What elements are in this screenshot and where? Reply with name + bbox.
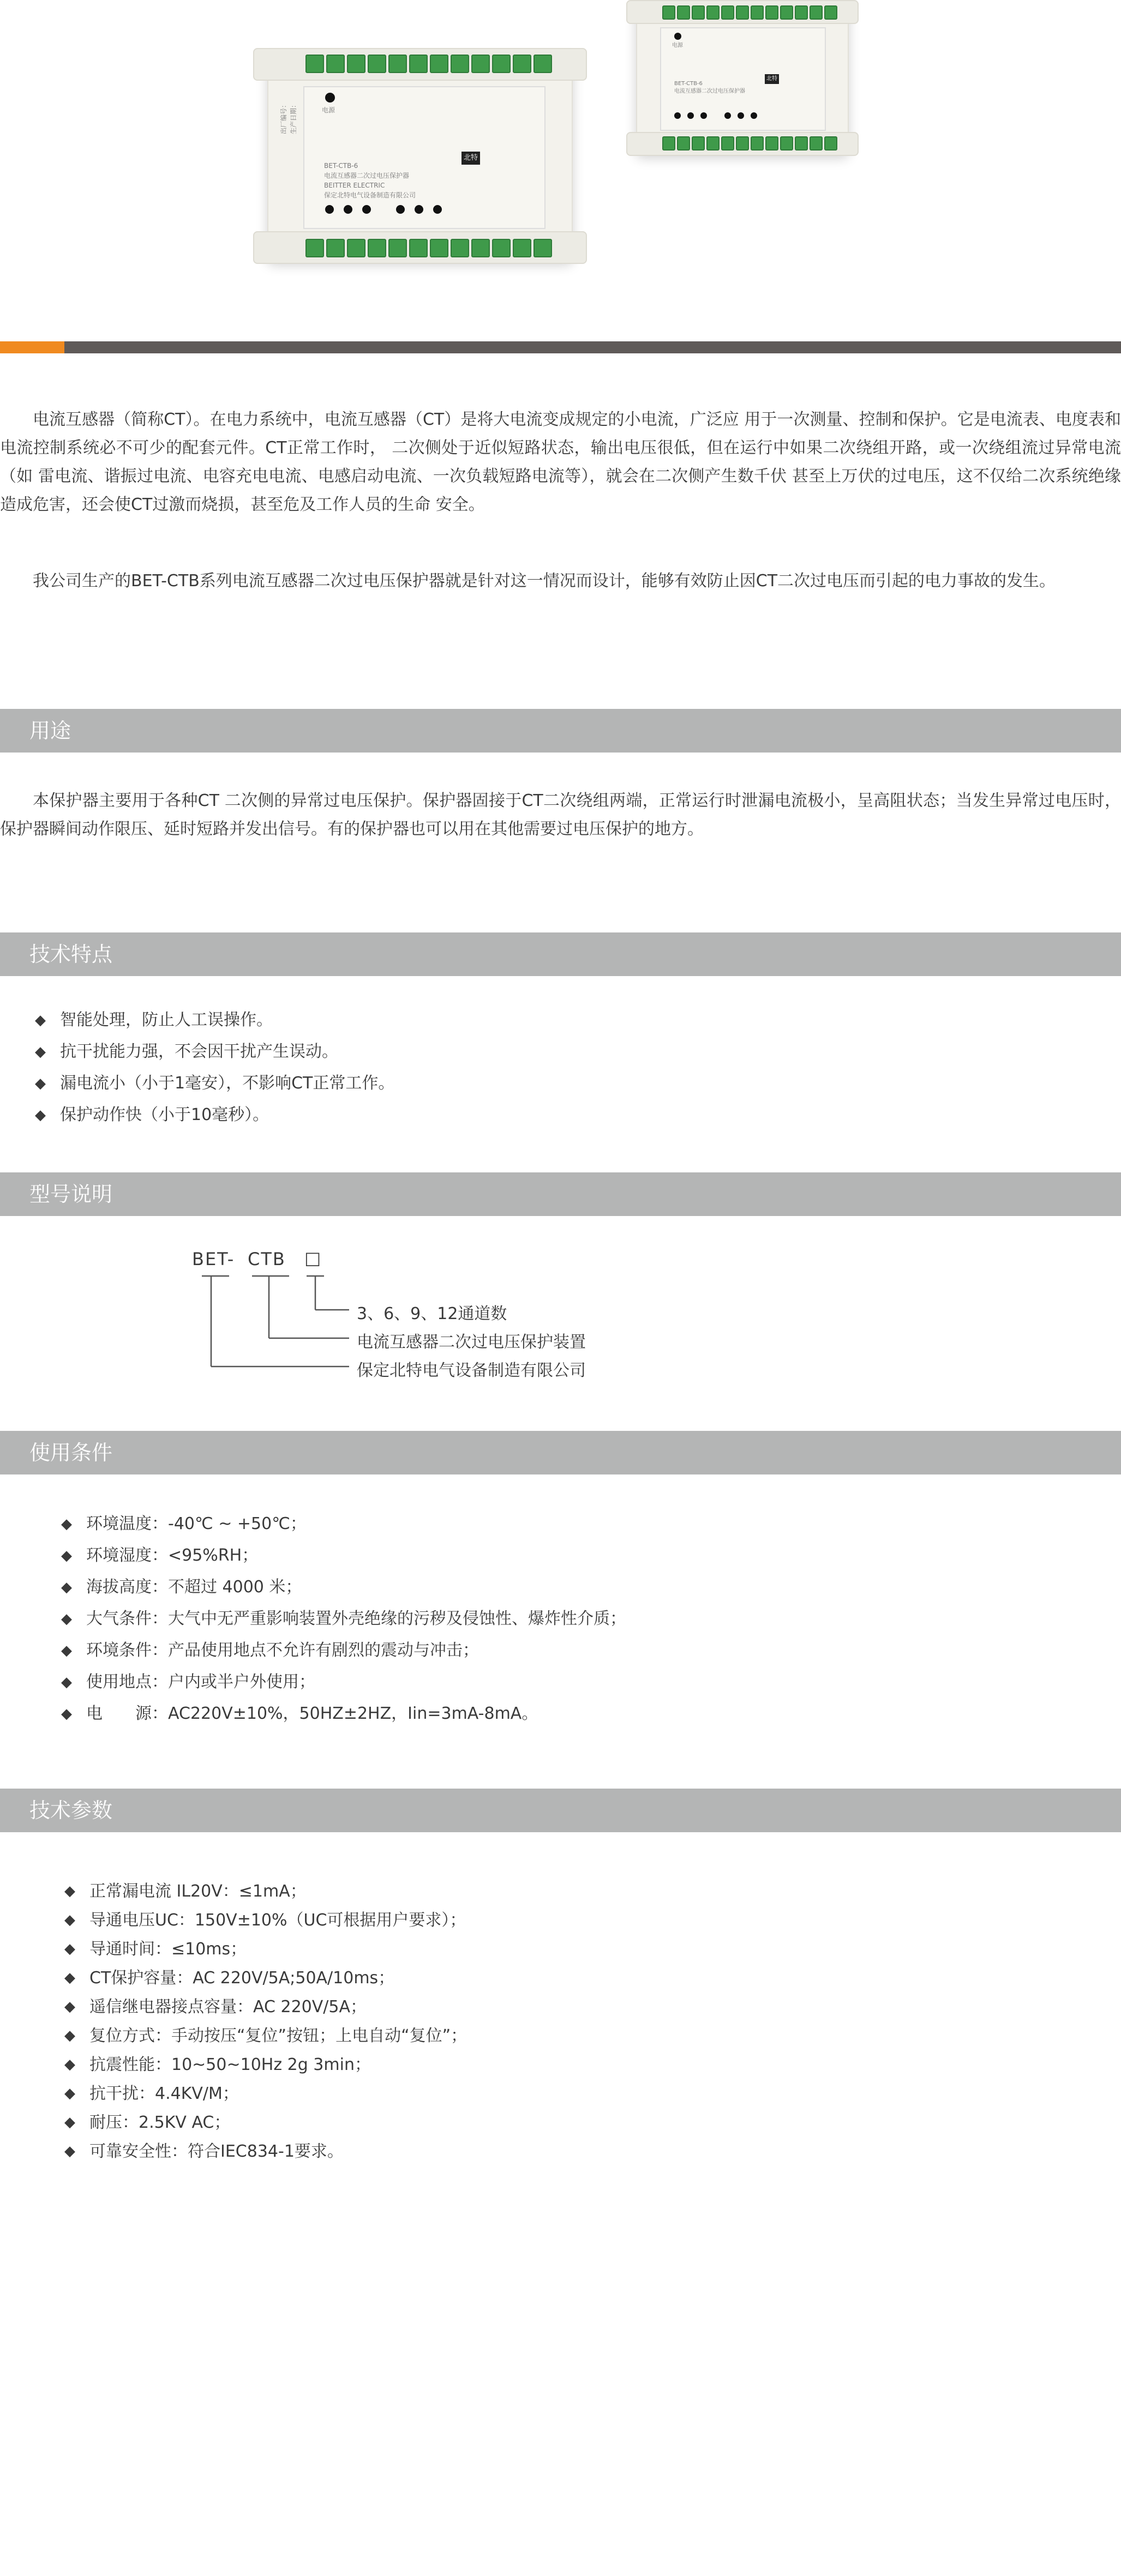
diamond-bullet-icon: ◆	[61, 1516, 72, 1532]
company-line: 保定北特电气设备制造有限公司	[324, 191, 416, 199]
params-section-header	[0, 1789, 1121, 1832]
brand-line: BEITTER ELECTRIC	[324, 182, 385, 189]
diamond-bullet-icon: ◆	[35, 1107, 46, 1123]
diamond-bullet-icon: ◆	[64, 1970, 75, 1986]
diamond-bullet-icon: ◆	[61, 1611, 72, 1627]
list-item: ◆ 环境条件：产品使用地点不允许有剧烈的震动与冲击；	[61, 1635, 626, 1666]
list-item: ◆ 漏电流小（小于1毫安），不影响CT正常工作。	[35, 1068, 394, 1099]
features-section-title: 技术特点	[29, 942, 113, 966]
diamond-bullet-icon: ◆	[64, 1883, 75, 1899]
diamond-bullet-icon: ◆	[35, 1044, 46, 1060]
list-item: ◆ 导通时间：≤10ms；	[64, 1935, 467, 1964]
diamond-bullet-icon: ◆	[61, 1548, 72, 1564]
diamond-bullet-icon: ◆	[61, 1579, 72, 1596]
list-item: ◆ 抗干扰：4.4KV/M；	[64, 2079, 467, 2108]
list-item: ◆ 遥信继电器接点容量：AC 220V/5A；	[64, 1993, 467, 2021]
conditions-list	[61, 1508, 626, 1730]
serial-label: 出厂编号：	[280, 101, 287, 134]
list-item: ◆ 环境湿度：<95%RH；	[61, 1540, 626, 1572]
list-item: ◆ 耐压：2.5KV AC；	[64, 2108, 467, 2137]
conditions-section-header	[0, 1431, 1121, 1474]
diamond-bullet-icon: ◆	[64, 2027, 75, 2044]
list-item: ◆ 海拔高度：不超过 4000 米；	[61, 1572, 626, 1603]
name-line: 电流互感器二次过电压保护器	[674, 88, 745, 94]
model-line: BET-CTB-6	[674, 81, 703, 87]
diamond-bullet-icon: ◆	[61, 1706, 72, 1722]
brand-logo: 北特	[765, 74, 779, 84]
list-item: ◆ 保护动作快（小于10毫秒）。	[35, 1099, 394, 1131]
list-item: ◆ 导通电压UC：150V±10%（UC可根据用户要求）；	[64, 1906, 467, 1935]
list-item: ◆ 大气条件：大气中无严重影响装置外壳绝缘的污秽及侵蚀性、爆炸性介质；	[61, 1603, 626, 1635]
model-legend-device: 电流互感器二次过电压保护装置	[357, 1333, 586, 1352]
model-line: BET-CTB-6	[324, 162, 358, 170]
diamond-bullet-icon: ◆	[64, 2085, 75, 2102]
date-label: 生产日期：	[290, 101, 297, 134]
list-item: ◆ 环境温度：-40℃ ~ +50℃；	[61, 1508, 626, 1540]
diamond-bullet-icon: ◆	[64, 2056, 75, 2073]
power-label: 电源	[672, 43, 683, 49]
diamond-bullet-icon: ◆	[61, 1642, 72, 1659]
diamond-bullet-icon: ◆	[35, 1075, 46, 1092]
list-item: ◆ 抗震性能：10~50~10Hz 2g 3min；	[64, 2050, 467, 2079]
model-code-prefix: BET-	[192, 1249, 235, 1269]
list-item: ◆ 复位方式：手动按压“复位”按钮；上电自动“复位”；	[64, 2021, 467, 2050]
list-item: ◆ 智能处理，防止人工误操作。	[35, 1004, 394, 1036]
model-legend-channels: 3、6、9、12通道数	[357, 1304, 507, 1323]
diamond-bullet-icon: ◆	[64, 2143, 75, 2159]
diamond-bullet-icon: ◆	[61, 1674, 72, 1690]
model-section-title: 型号说明	[29, 1182, 113, 1206]
diamond-bullet-icon: ◆	[35, 1012, 46, 1028]
usage-section-title: 用途	[29, 719, 71, 743]
list-item: ◆ CT保护容量：AC 220V/5A;50A/10ms；	[64, 1964, 467, 1993]
model-legend-company: 保定北特电气设备制造有限公司	[357, 1361, 586, 1380]
diamond-bullet-icon: ◆	[64, 2114, 75, 2130]
diamond-bullet-icon: ◆	[64, 1999, 75, 2015]
model-code-box: □	[304, 1248, 322, 1268]
name-line: 电流互感器二次过电压保护器	[324, 172, 410, 179]
model-code-series: CTB	[248, 1249, 286, 1269]
intro-paragraph-2: 我公司生产的BET-CTB系列电流互感器二次过电压保护器就是针对这一情况而设计，能够有效防止因CT二次过电压而引起的电力事故的发生。	[33, 571, 1056, 591]
list-item: ◆ 使用地点：户内或半户外使用；	[61, 1666, 626, 1698]
list-item: ◆ 可靠安全性：符合IEC834-1要求。	[64, 2137, 467, 2166]
list-item: ◆ 正常漏电流 IL20V：≤1mA；	[64, 1877, 467, 1906]
list-item: ◆ 电 源：AC220V±10%，50HZ±2HZ，Iin=3mA-8mA。	[61, 1698, 626, 1730]
diamond-bullet-icon: ◆	[64, 1941, 75, 1957]
params-section-title: 技术参数	[29, 1798, 113, 1822]
usage-paragraph: 本保护器主要用于各种CT 二次侧的异常过电压保护。保护器固接于CT二次绕组两端，正常运行时泄漏电流极小，呈高阻状态；当发生异常过电压时，保护器瞬间动作限压、延时短路并发出信号。有的保护器也可以用在其他需要过电压保护的地方。	[0, 791, 1121, 839]
power-label: 电源	[322, 106, 335, 114]
params-list	[64, 1877, 467, 2166]
list-item: ◆ 抗干扰能力强，不会因干扰产生误动。	[35, 1036, 394, 1068]
diamond-bullet-icon: ◆	[64, 1912, 75, 1928]
intro-paragraph-1: 电流互感器（简称CT）。在电力系统中，电流互感器（CT）是将大电流变成规定的小电流，广泛应 用于一次测量、控制和保护。它是电流表、电度表和电流控制系统必不可少的配套元件。CT正常工作时， 二次侧处于近似短路状态，输出电压很低，但在运行中如果二次绕组开路，或一次绕组流过异常电流（如 雷电流、谐振过电流、电容充电电流、电感启动电流、一次负载短路电流等），就会在二次侧产生数千伏 甚至上万伏的过电压，这不仅给二次系统绝缘造成危害，还会使CT过激而烧损，甚至危及工作人员的生命 安全。	[0, 410, 1121, 514]
conditions-section-title: 使用条件	[29, 1441, 113, 1465]
brand-logo: 北特	[461, 152, 480, 165]
